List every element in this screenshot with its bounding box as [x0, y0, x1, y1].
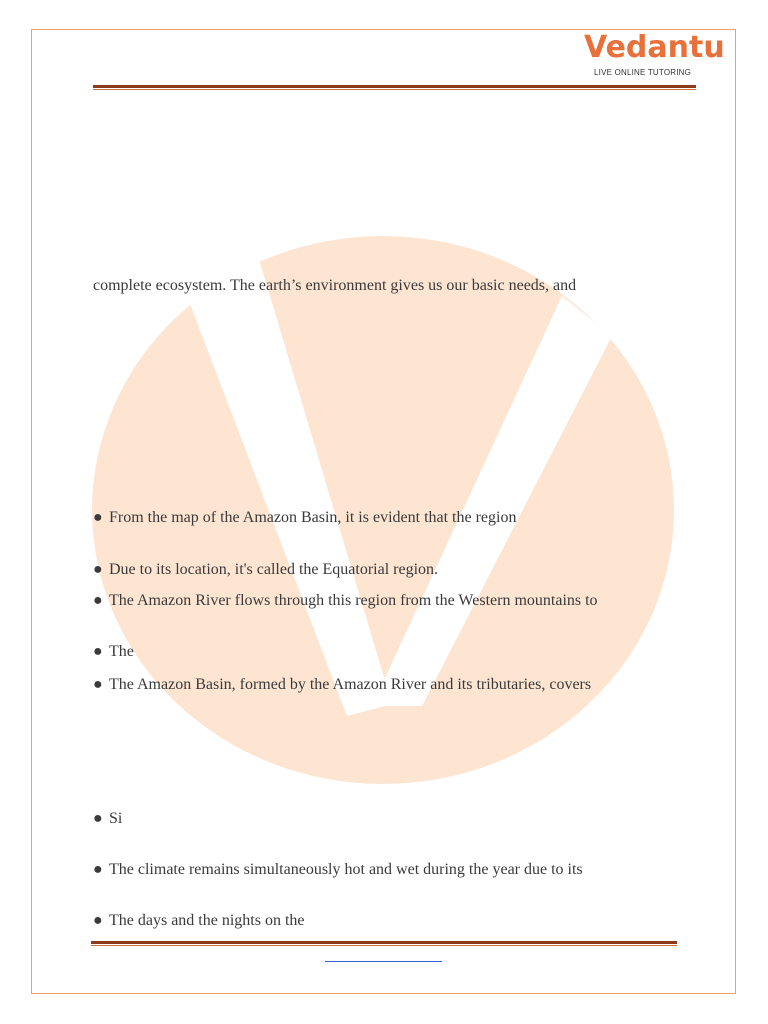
bullet-icon: ●: [93, 592, 103, 609]
list-item-text: Due to its location, it's called the Equatorial region.: [109, 561, 439, 578]
footer-link[interactable]: [325, 961, 442, 962]
bullet-icon: ●: [93, 643, 103, 660]
logo-tagline: LIVE ONLINE TUTORING: [594, 68, 692, 77]
header-rule: [93, 85, 696, 90]
bullet-icon: ●: [93, 810, 103, 827]
list-item: [93, 509, 516, 527]
list-item-text: The Amazon River flows through this region from the Western mountains to: [109, 592, 598, 609]
list-item-text: The climate remains simultaneously hot and wet during the year due to its: [109, 861, 583, 878]
list-item: [93, 676, 591, 694]
list-item-text: The: [109, 643, 134, 660]
footer-rule: [91, 941, 677, 946]
list-item-text: The days and the nights on the: [109, 912, 305, 929]
list-item: [93, 643, 134, 661]
logo-wordmark: Vedantu: [584, 30, 725, 65]
bullet-icon: ●: [93, 509, 103, 526]
bullet-icon: ●: [93, 561, 103, 578]
list-item-text: The Amazon Basin, formed by the Amazon River and its tributaries, covers: [109, 676, 592, 693]
list-item-text: From the map of the Amazon Basin, it is evident that the region: [109, 509, 517, 526]
bullet-icon: ●: [93, 912, 103, 929]
bullet-icon: ●: [93, 676, 103, 693]
list-item: [93, 861, 583, 879]
bullet-icon: ●: [93, 861, 103, 878]
intro-line: complete ecosystem. The earth’s environment gives us our basic needs, and: [93, 277, 577, 294]
vedantu-logo[interactable]: [584, 30, 725, 78]
list-item: [93, 912, 305, 930]
list-item-text: Si: [109, 810, 123, 827]
list-item: [93, 592, 598, 610]
list-item: [93, 561, 438, 579]
list-item: [93, 810, 122, 828]
